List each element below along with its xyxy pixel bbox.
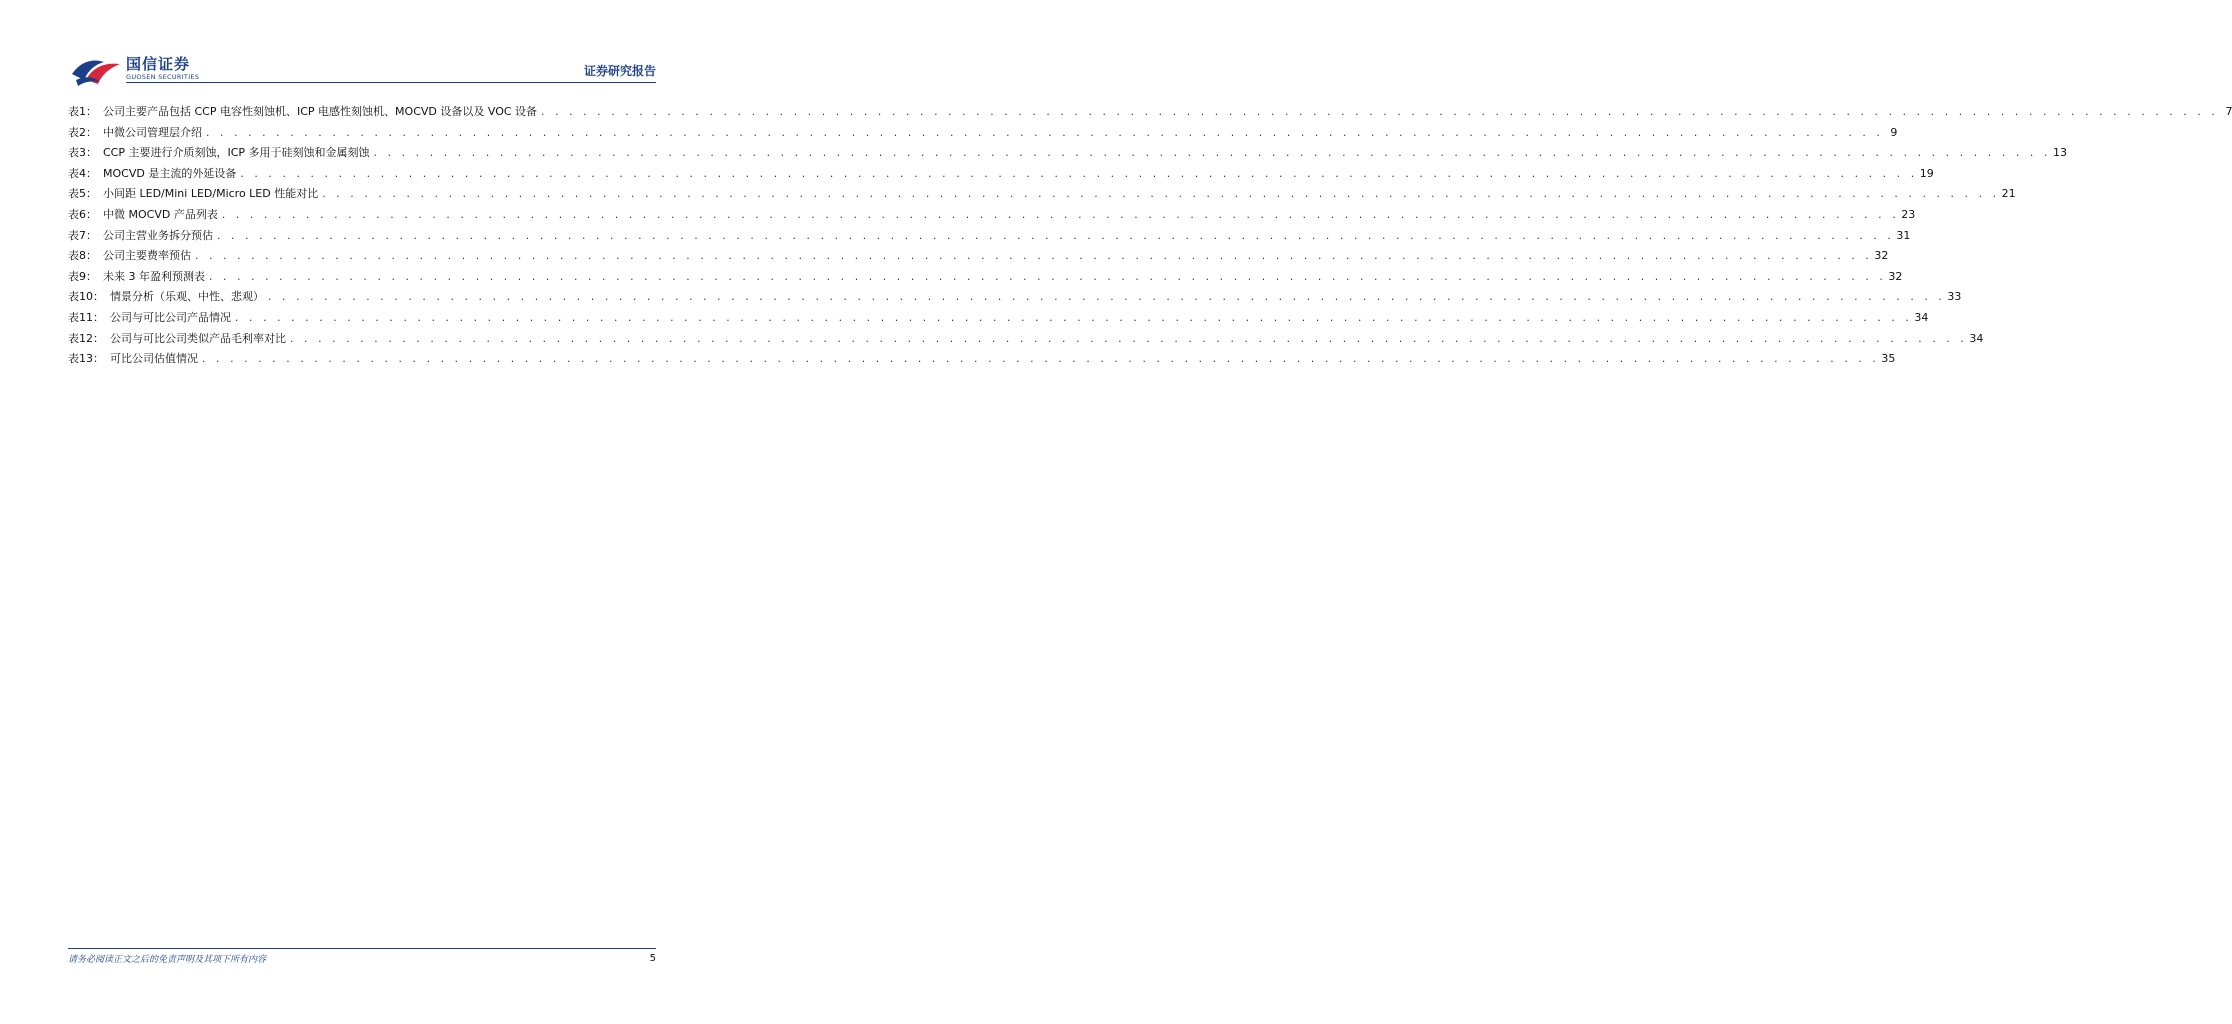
toc-entry-title: 公司主要费率预估 [103,249,191,263]
toc-dot-leader: . . . . . . . . . . . . . . . . . . . . . . . . . . . . . . . . . . . . . . . . . . . . . . . . . . . . . . . . . . . . . . . . . . . . . . . . . . . . . . . . . . . . . . . . . . . . . . . . . . . . . . . . . . . . . . . . . . . . . . . . [208,272,1886,283]
toc-entry[interactable] [68,246,1889,267]
toc-entry-label: 表2： [68,125,97,139]
toc-entry-label: 表9： [68,269,97,283]
toc-entry[interactable] [68,164,1934,185]
toc-entry-page: 23 [1901,207,1916,221]
logo-text-en: GUOSEN SECURITIES [126,73,200,81]
toc-entry[interactable] [68,267,1903,288]
toc-entry-title: 中微公司管理层介绍 [103,125,202,139]
toc-entry-page: 33 [1947,290,1962,304]
toc-entry-label: 表8： [68,249,97,263]
toc-dot-leader: . . . . . . . . . . . . . . . . . . . . . . . . . . . . . . . . . . . . . . . . . . . . . . . . . . . . . . . . . . . . . . . . . . . . . . . . . . . . . . . . . . . . . . . . . . . . . . . . . . . . . . . . . . . . . . . . . . . . . . . . [216,231,1894,242]
toc-entry-label: 表10： [68,290,104,304]
toc-entry-page: 35 [1881,352,1896,366]
toc-entry-label: 表1： [68,105,97,118]
header-divider [126,82,656,83]
toc-dot-leader: . . . . . . . . . . . . . . . . . . . . . . . . . . . . . . . . . . . . . . . . . . . . . . . . . . . . . . . . . . . . . . . . . . . . . . . . . . . . . . . . . . . . . . . . . . . . . . . . . . . . . . . . . . . . . . . . . . . . . . . . [201,355,1879,366]
toc-entry-title: 可比公司估值情况 [110,352,198,366]
toc-entry[interactable] [68,287,1962,308]
toc-dot-leader: . . . . . . . . . . . . . . . . . . . . . . . . . . . . . . . . . . . . . . . . . . . . . . . . . . . . . . . . . . . . . . . . . . . . . . . . . . . . . . . . . . . . . . . . . . . . . . . . . . . . . . . . . . . . . . . . . . . . . . . . [321,190,1999,201]
toc-entry-title: 中微 MOCVD 产品列表 [103,207,218,221]
toc-entry-label: 表13： [68,352,104,366]
toc-entry-page: 9 [1890,125,1898,139]
toc-entry-label: 表5： [68,187,97,201]
toc-entry-page: 7 [2225,105,2232,118]
guosen-logo-icon [70,52,124,86]
footer-disclaimer: 请务必阅读正文之后的免责声明及其项下所有内容 [68,955,267,965]
guosen-logo [70,52,210,86]
toc-entry[interactable] [68,184,2016,205]
toc-dot-leader: . . . . . . . . . . . . . . . . . . . . . . . . . . . . . . . . . . . . . . . . . . . . . . . . . . . . . . . . . . . . . . . . . . . . . . . . . . . . . . . . . . . . . . . . . . . . . . . . . . . . . . . . . . . . . . . . . . . . . . . . [220,210,1899,221]
toc-entry[interactable] [68,102,2232,123]
toc-entry-label: 表12： [68,331,104,345]
toc-entry[interactable] [68,329,1984,350]
toc-dot-leader: . . . . . . . . . . . . . . . . . . . . . . . . . . . . . . . . . . . . . . . . . . . . . . . . . . . . . . . . . . . . . . . . . . . . . . . . . . . . . . . . . . . . . . . . . . . . . . . . . . . . . . . . . . . . . . . . . . . . . . . . [540,108,2218,118]
toc-entry-title: 未来 3 年盈利预测表 [103,269,205,283]
toc-entry-page: 32 [1874,249,1889,263]
toc-entry-page: 13 [2052,146,2067,160]
toc-entry[interactable] [68,226,1911,247]
toc-entry-title: 公司主营业务拆分预估 [103,228,213,242]
page-header [0,0,724,90]
toc-entry-label: 表3： [68,146,97,160]
report-type-label: 证券研究报告 [583,64,656,78]
toc-entry-label: 表6： [68,207,97,221]
toc-entry-title: 公司与可比公司产品情况 [110,310,231,324]
toc-entry-label: 表11： [68,310,104,324]
toc-entry-label: 表4： [68,166,97,180]
toc-entry-page: 31 [1896,228,1911,242]
toc-entry-title: 情景分析（乐观、中性、悲观） [110,290,264,304]
table-of-tables [68,102,2232,370]
toc-dot-leader: . . . . . . . . . . . . . . . . . . . . . . . . . . . . . . . . . . . . . . . . . . . . . . . . . . . . . . . . . . . . . . . . . . . . . . . . . . . . . . . . . . . . . . . . . . . . . . . . . . . . . . . . . . . . . . . . . . . . . . . . [234,313,1912,324]
toc-dot-leader: . . . . . . . . . . . . . . . . . . . . . . . . . . . . . . . . . . . . . . . . . . . . . . . . . . . . . . . . . . . . . . . . . . . . . . . . . . . . . . . . . . . . . . . . . . . . . . . . . . . . . . . . . . . . . . . . . . . . . . . . [239,169,1917,180]
toc-dot-leader: . . . . . . . . . . . . . . . . . . . . . . . . . . . . . . . . . . . . . . . . . . . . . . . . . . . . . . . . . . . . . . . . . . . . . . . . . . . . . . . . . . . . . . . . . . . . . . . . . . . . . . . . . . . . . . . . . . . . . . . . [267,293,1945,304]
toc-entry-page: 34 [1914,310,1929,324]
page-number: 5 [649,953,656,964]
toc-entry-title: 小间距 LED/Mini LED/Micro LED 性能对比 [103,187,319,201]
toc-dot-leader: . . . . . . . . . . . . . . . . . . . . . . . . . . . . . . . . . . . . . . . . . . . . . . . . . . . . . . . . . . . . . . . . . . . . . . . . . . . . . . . . . . . . . . . . . . . . . . . . . . . . . . . . . . . . . . . . . . . . . . . . [289,334,1967,345]
toc-dot-leader: . . . . . . . . . . . . . . . . . . . . . . . . . . . . . . . . . . . . . . . . . . . . . . . . . . . . . . . . . . . . . . . . . . . . . . . . . . . . . . . . . . . . . . . . . . . . . . . . . . . . . . . . . . . . . . . . . . . . . . . . [205,128,1883,139]
toc-dot-leader: . . . . . . . . . . . . . . . . . . . . . . . . . . . . . . . . . . . . . . . . . . . . . . . . . . . . . . . . . . . . . . . . . . . . . . . . . . . . . . . . . . . . . . . . . . . . . . . . . . . . . . . . . . . . . . . . . . . . . . . . [372,149,2050,160]
toc-entry-title: MOCVD 是主流的外延设备 [103,166,237,180]
toc-entry[interactable] [68,143,2067,164]
toc-entry-title: 公司与可比公司类似产品毛利率对比 [110,331,286,345]
toc-entry[interactable] [68,308,1929,329]
toc-entry[interactable] [68,205,1916,226]
toc-entry-title: CCP 主要进行介质刻蚀，ICP 多用于硅刻蚀和金属刻蚀 [103,146,370,160]
footer-divider [68,948,656,949]
toc-entry[interactable] [68,123,1898,144]
toc-entry-page: 34 [1969,331,1984,345]
toc-entry-page: 19 [1919,166,1934,180]
logo-text-cn: 国信证券 [126,55,191,73]
toc-entry[interactable] [68,349,1896,370]
toc-dot-leader: . . . . . . . . . . . . . . . . . . . . . . . . . . . . . . . . . . . . . . . . . . . . . . . . . . . . . . . . . . . . . . . . . . . . . . . . . . . . . . . . . . . . . . . . . . . . . . . . . . . . . . . . . . . . . . . . . . . . . . . . [194,252,1872,263]
toc-entry-page: 32 [1888,269,1903,283]
toc-entry-label: 表7： [68,228,97,242]
toc-entry-title: 公司主要产品包括 CCP 电容性刻蚀机、ICP 电感性刻蚀机、MOCVD 设备以及 VOC 设备 [103,105,538,118]
toc-entry-page: 21 [2001,187,2016,201]
